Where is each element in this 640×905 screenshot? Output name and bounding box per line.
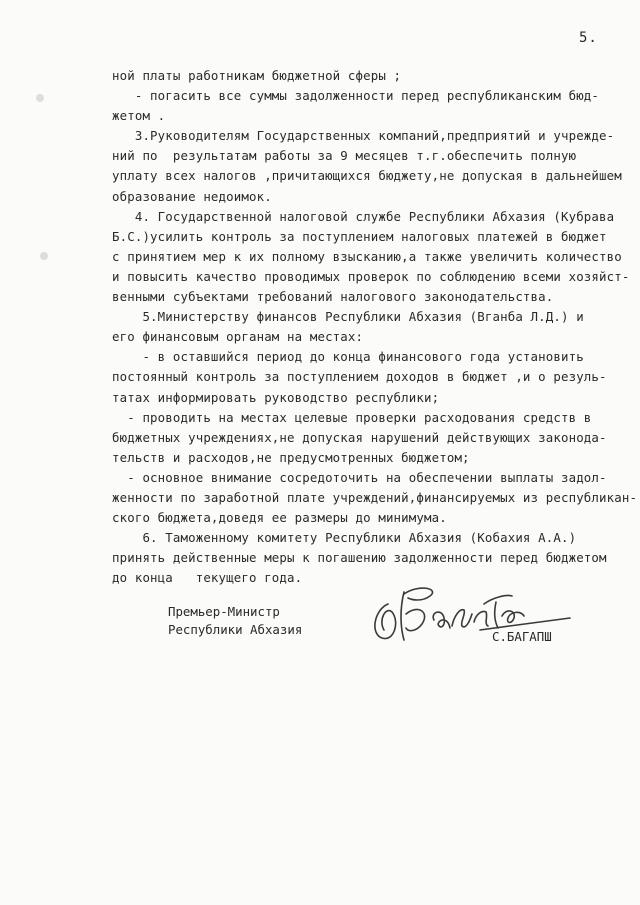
text-line: татах информировать руководство республики; — [112, 389, 440, 405]
text-line: жетом . — [112, 108, 166, 124]
handwritten-signature — [360, 582, 590, 652]
document-body — [112, 66, 638, 588]
text-line: - в оставшийся период до конца финансового года установить — [112, 349, 584, 365]
signatory-title-line-2: Республики Абхазия — [168, 622, 303, 637]
text-line: постоянный контроль за поступлением доходов в бюджет ,и о резуль- — [112, 369, 607, 385]
text-line: ной платы работникам бюджетной сферы ; — [112, 68, 402, 83]
text-line: уплату всех налогов ,причитающихся бюджету,не допуская в дальнейшем — [112, 168, 622, 184]
punch-mark-top — [36, 94, 44, 102]
text-line: образование недоимок. — [112, 188, 272, 204]
text-line: 5.Министерству финансов Республики Абхазия (Вганба Л.Д.) и — [112, 309, 584, 325]
text-line: его финансовым органам на местах: — [112, 329, 364, 345]
text-line: - проводить на местах целевые проверки расходования средств в — [112, 409, 592, 425]
text-line: Б.С.)усилить контроль за поступлением налоговых платежей в бюджет — [112, 228, 607, 244]
text-line: тельств и расходов,не предусмотренных бюджетом; — [112, 449, 470, 465]
page-number: 5. — [579, 30, 598, 46]
text-line: венными субъектами требований налогового законодательства. — [112, 289, 554, 305]
signer-name: С.БАГАПШ — [492, 629, 552, 644]
text-line: принять действенные меры к погашению задолженности перед бюджетом — [112, 550, 607, 566]
signature-block — [0, 600, 640, 660]
text-line: 4. Государственной налоговой службе Республики Абхазия (Кубрава — [112, 208, 615, 224]
text-line: ского бюджета,доведя ее размеры до минимума. — [112, 510, 447, 526]
text-line: женности по заработной плате учреждений,финансируемых из республикан- — [112, 489, 638, 505]
text-line: с принятием мер к их полному взысканию,а также увеличить количество — [112, 248, 622, 264]
text-line: до конца текущего года. — [112, 570, 303, 586]
text-line: - погасить все суммы задолженности перед республиканским бюд- — [112, 88, 600, 104]
signatory-title-line-1: Премьер-Министр — [168, 604, 280, 619]
punch-mark-middle — [40, 252, 48, 260]
text-line: и повысить качество проводимых проверок по соблюдению всеми хозяйст- — [112, 268, 630, 284]
text-line: - основное внимание сосредоточить на обеспечении выплаты задол- — [112, 469, 607, 485]
text-line: 3.Руководителям Государственных компаний,предприятий и учрежде- — [112, 128, 615, 144]
text-line: ний по результатам работы за 9 месяцев т.г.обеспечить полную — [112, 148, 577, 164]
text-line: бюджетных учреждениях,не допуская нарушений действующих законода- — [112, 429, 607, 445]
text-line: 6. Таможенному комитету Республики Абхазия (Кобахия А.А.) — [112, 530, 577, 546]
